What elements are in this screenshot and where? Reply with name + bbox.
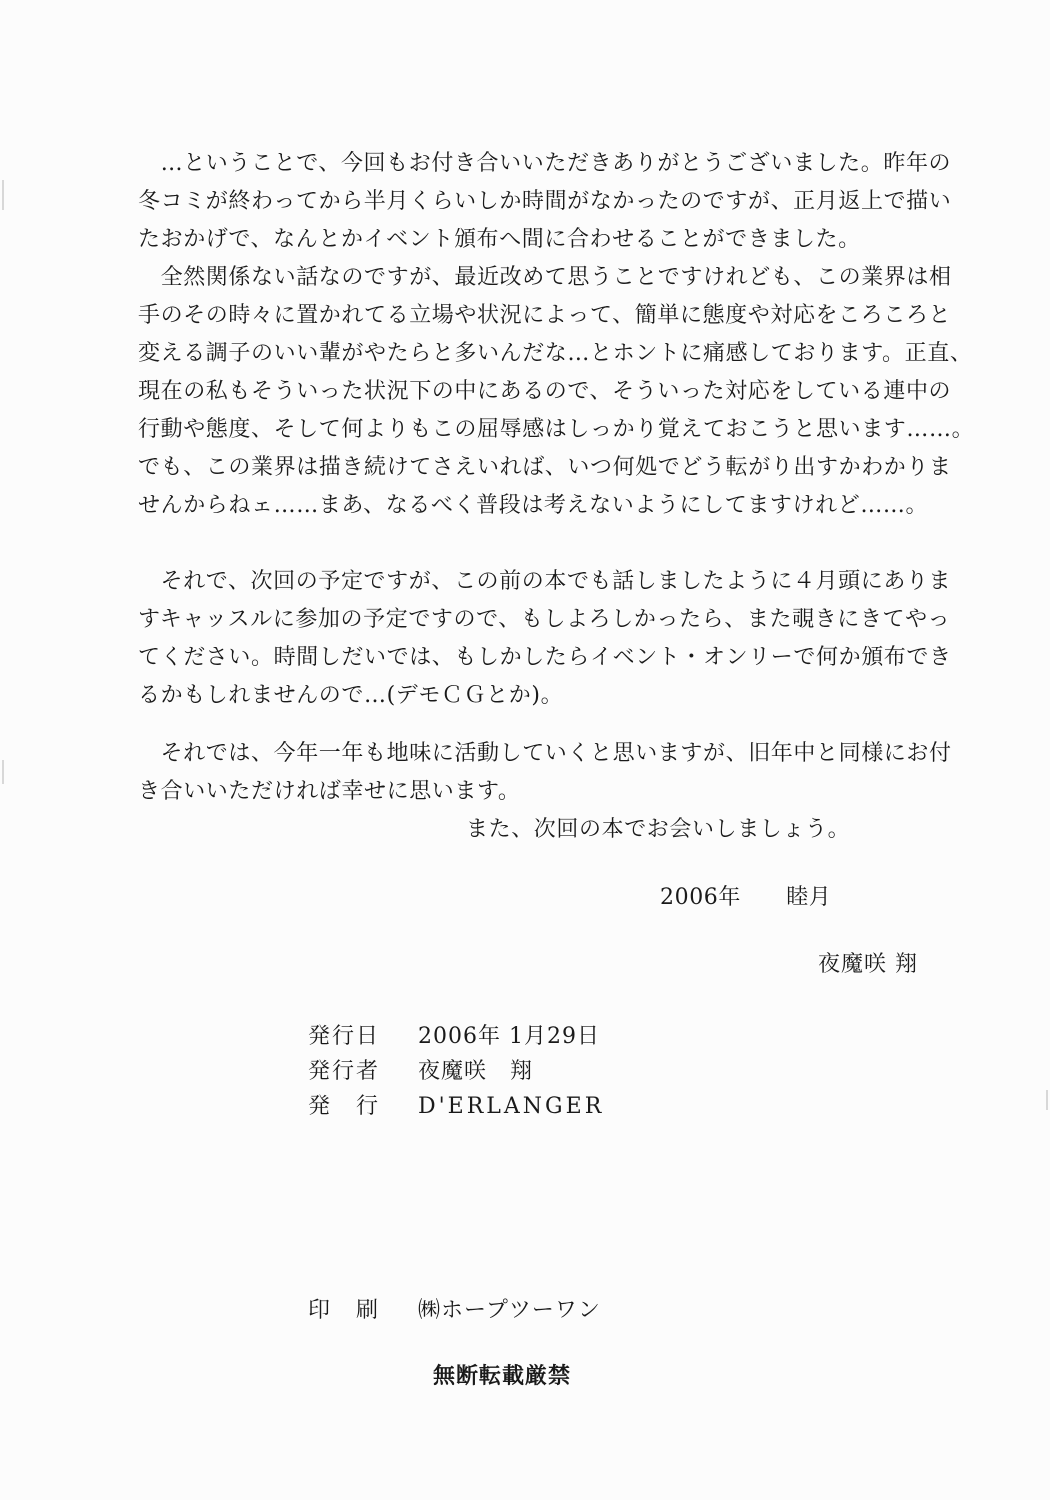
scan-edge-mark bbox=[2, 180, 4, 210]
colophon-label: 発 行 bbox=[308, 1094, 381, 1119]
colophon-value: 2006年 1月29日 bbox=[418, 1024, 600, 1049]
body-text-line: 行動や態度、そして何よりもこの屈辱感はしっかり覚えておこうと思います……。 bbox=[138, 417, 975, 442]
signature: 夜魔咲 翔 bbox=[818, 952, 918, 977]
body-text-line: 冬コミが終わってから半月くらいしか時間がなかったのですが、正月返上で描い bbox=[138, 189, 952, 214]
colophon-issuer bbox=[308, 1093, 604, 1121]
body-text-line: …ということで、今回もお付き合いいただきありがとうございました。昨年の bbox=[138, 151, 952, 176]
colophon-value: D'ERLANGER bbox=[418, 1094, 605, 1119]
colophon-label: 発行日 bbox=[308, 1024, 381, 1049]
body-text-line: き合いいただければ幸せに思います。 bbox=[138, 779, 521, 804]
colophon-value: ㈱ホープツーワン bbox=[418, 1298, 601, 1323]
scan-edge-mark bbox=[2, 760, 4, 784]
body-text-line: 変える調子のいい輩がやたらと多いんだな…とホントに痛感しております。正直、 bbox=[138, 341, 973, 366]
body-text-line: たおかげで、なんとかイベント頒布へ間に合わせることができました。 bbox=[138, 227, 861, 252]
body-text-line: せんからねェ……まあ、なるべく普段は考えないようにしてますけれど……。 bbox=[138, 493, 929, 518]
body-text-line: 全然関係ない話なのですが、最近改めて思うことですけれども、この業界は相 bbox=[138, 265, 952, 290]
closing-line: また、次回の本でお会いしましょう。 bbox=[466, 817, 851, 842]
date-line: 2006年 睦月 bbox=[660, 885, 832, 910]
colophon-label: 印 刷 bbox=[308, 1298, 381, 1323]
colophon-printer bbox=[308, 1297, 601, 1325]
body-text-line: てください。時間しだいでは、もしかしたらイベント・オンリーで何か頒布でき bbox=[138, 645, 952, 670]
body-text-line: それでは、今年一年も地味に活動していくと思いますが、旧年中と同様にお付 bbox=[138, 741, 952, 766]
reproduction-notice: 無断転載厳禁 bbox=[433, 1364, 572, 1389]
colophon-publisher bbox=[308, 1058, 533, 1086]
body-text-line: 手のその時々に置かれてる立場や状況によって、簡単に態度や対応をころころと bbox=[138, 303, 952, 328]
body-text-line: それで、次回の予定ですが、この前の本でも話しましたように４月頭にありま bbox=[138, 569, 952, 594]
body-text-line: 現在の私もそういった状況下の中にあるので、そういった対応をしている連中の bbox=[138, 379, 952, 404]
body-text-line: るかもしれませんので…(デモＣＧとか)。 bbox=[138, 683, 564, 708]
scan-edge-mark bbox=[1046, 1090, 1048, 1110]
colophon-label: 発行者 bbox=[308, 1059, 381, 1084]
body-text-line: でも、この業界は描き続けてさえいれば、いつ何処でどう転がり出すかわかりま bbox=[138, 455, 952, 480]
colophon-value: 夜魔咲 翔 bbox=[418, 1059, 534, 1084]
colophon-issue-date bbox=[308, 1023, 600, 1051]
body-text-line: すキャッスルに参加の予定ですので、もしよろしかったら、また覗きにきてやっ bbox=[138, 607, 951, 632]
